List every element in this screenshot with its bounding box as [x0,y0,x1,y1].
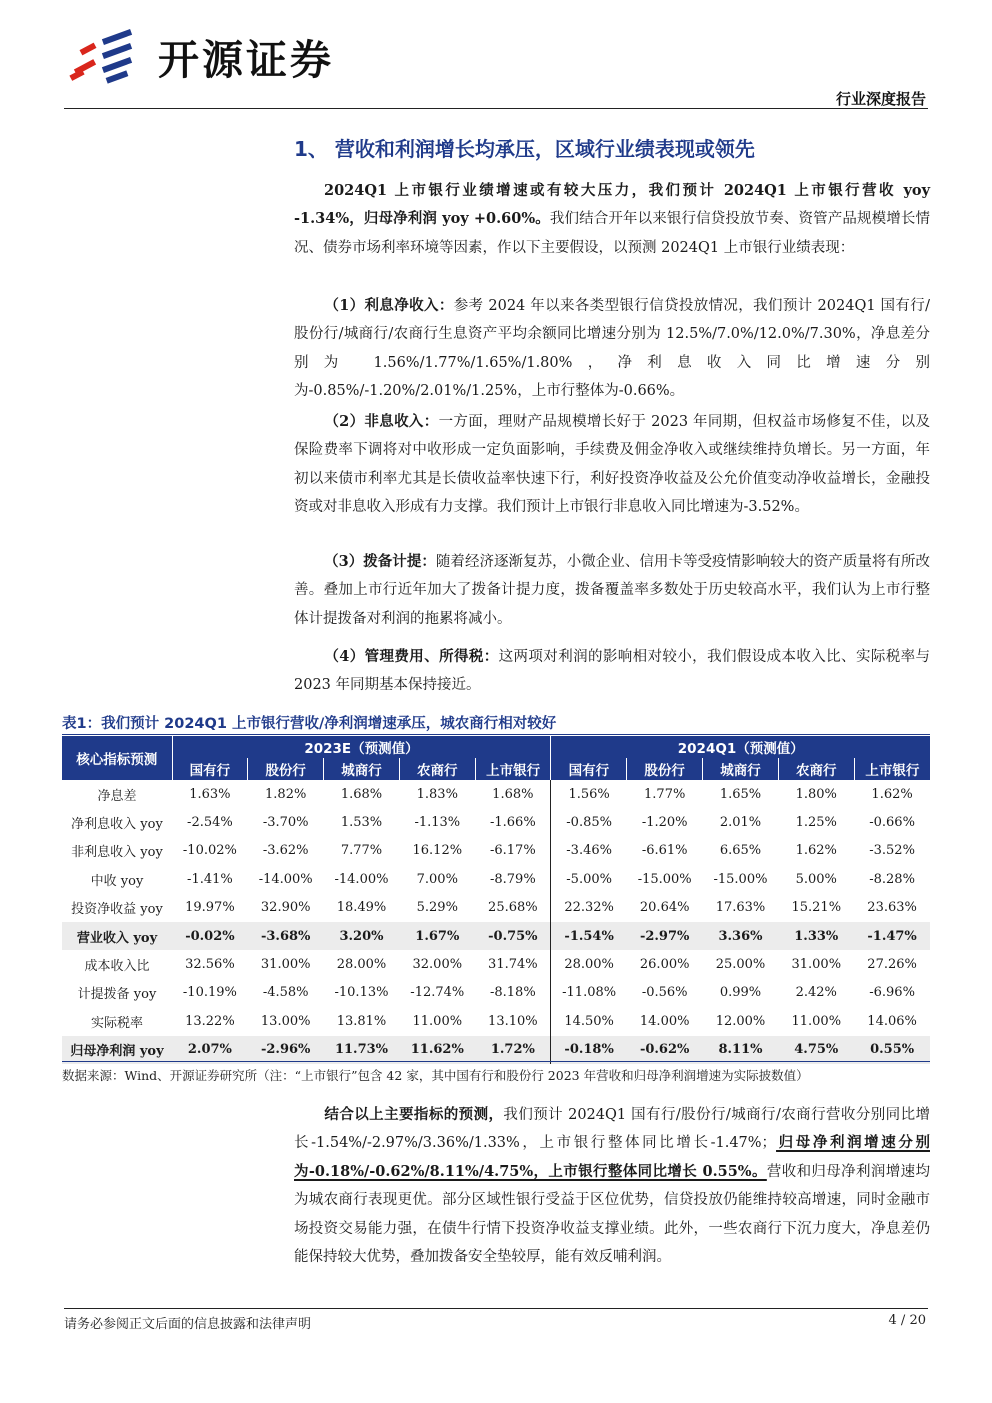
table-row [62,865,930,893]
table-cell: 3.20% [324,922,400,950]
conclusion-bold-1: 结合以上主要指标的预测， [324,1106,504,1123]
table-cell: -10.02% [182,843,237,859]
table-cell: -10.13% [334,985,389,1001]
logo-mark-icon [66,26,150,86]
table-cell: 1.68% [475,780,551,808]
table-cell: -0.62% [627,1036,703,1064]
table-cell: -14.00% [334,871,389,887]
table-cell: -2.97% [627,922,703,950]
table-cell: 13.22% [185,1013,235,1029]
assumption-3 [294,548,930,633]
table-cell: 1.83% [416,786,458,802]
table-cell: -10.19% [182,985,237,1001]
table-row [62,950,930,978]
column-header: 农商行 [399,758,475,780]
table-cell: -3.70% [262,815,309,831]
table-cell: -6.17% [475,837,551,865]
table-cell: 5.29% [416,900,458,916]
footer-divider [64,1308,928,1309]
table-cell: -6.61% [641,843,688,859]
table-cell: 0.99% [719,985,762,1001]
table-cell: 1.62% [871,786,913,802]
group-header-2023e: 2023E（预测值） [172,736,551,758]
table-cell: 2.01% [719,815,762,831]
table-cell: 1.56% [568,786,610,802]
table-cell: 6.65% [719,843,762,859]
table-cell: 14.00% [639,1013,690,1029]
table-cell: 31.00% [260,957,311,973]
table-cell: -3.52% [869,843,915,859]
section-title: 1、 营收和利润增长均承压，区域行业绩表现或领先 [294,137,755,161]
table-cell: 1.82% [265,786,307,802]
table-cell: 32.90% [260,900,311,916]
table-cell: 15.21% [791,900,842,916]
table-cell: 26.00% [639,957,690,973]
table-cell: -3.68% [248,922,324,950]
intro-bold: 2024Q1 上市银行业绩增速或有较大压力，我们预计 2024Q1 上市银行营收 yoy -1.34%，归母净利润 yoy +0.60%。 [294,182,930,228]
column-header: 上市银行 [854,758,930,780]
table-cell: 23.63% [867,900,917,916]
table-cell: 1.25% [795,815,837,831]
table-cell: 13.81% [336,1013,387,1029]
table-cell: 14.50% [564,1013,614,1029]
table-cell: 18.49% [336,900,387,916]
assumption-text: 参考 2024 年以来各类型银行信贷投放情况，我们预计 2024Q1 国有行/股份行/城商行/农商行生息资产平均余额同比增速分别为 12.5%/7.0%/12.0%/7.30%，净息差分别为 1.56%/1.77%/1.65%/1.80%，净利息收入同比增速分别为-0.85%/-1.20%/2.01%/1.25%，上市行整体为-0.66%。 [294,298,930,400]
header-divider [64,108,928,109]
table-cell: -4.58% [262,985,309,1001]
row-label: 计提拨备 yoy [77,987,157,1003]
table-row [62,894,930,922]
column-header: 股份行 [248,758,324,780]
conclusion-bold-2: 归母净利润增速分别为-0.18%/-0.62%/8.11%/4.75%，上市银行整体同比增长 0.55%。 [294,1134,930,1180]
table-cell: 1.72% [475,1036,551,1064]
table-cell: -2.54% [187,815,233,831]
page-number: 4 / 20 [888,1313,926,1328]
table-cell: -3.46% [566,843,612,859]
assumption-2 [294,408,930,522]
table-cell: -1.47% [854,922,930,950]
row-label: 非利息收入 yoy [71,845,163,861]
row-label: 营业收入 yoy [62,922,172,950]
table-cell: 32.56% [185,957,235,973]
table-cell: 19.97% [185,900,235,916]
table-cell: 2.07% [172,1036,248,1064]
intro-paragraph [294,177,930,262]
column-header: 上市银行 [475,758,551,780]
column-header: 股份行 [627,758,703,780]
table-cell: 25.00% [715,957,766,973]
company-name: 开源证券 [158,35,334,84]
table-cell: 3.36% [703,922,779,950]
table-title: 表1：我们预计 2024Q1 上市银行营收/净利润增速承压，城农商行相对较好 [62,716,557,732]
forecast-table [62,736,930,1064]
table-cell: -15.00% [713,871,768,887]
table-cell: 12.00% [715,1013,766,1029]
table-cell: -0.18% [551,1036,627,1064]
table-cell: 2.42% [795,985,837,1001]
table-cell: 31.74% [475,950,551,978]
table-cell: -8.28% [869,871,915,887]
table-cell: -1.20% [641,815,688,831]
table-row [62,922,930,950]
table-cell: -1.41% [187,871,233,887]
table-cell: 8.11% [703,1036,779,1064]
table-cell: 1.62% [795,843,837,859]
table-cell: 5.00% [795,871,837,887]
table-row [62,979,930,1007]
column-header-row [62,758,930,780]
table-cell: -3.62% [262,843,309,859]
table-cell: -0.85% [566,815,612,831]
table-cell: 27.26% [867,957,917,973]
table-cell: 7.00% [416,871,458,887]
table-cell: 7.77% [340,843,383,859]
report-type: 行业深度报告 [835,90,926,108]
table-cell: 13.00% [260,1013,311,1029]
column-header: 国有行 [172,758,248,780]
company-logo [66,26,334,86]
assumption-text: 随着经济逐渐复苏，小微企业、信用卡等受疫情影响较大的资产质量将有所改善。叠加上市行近年加大了拨备计提力度，拨备覆盖率多数处于历史较高水平，我们认为上市行整体计提拨备对利润的拖累将减小。 [294,554,930,627]
row-label: 成本收入比 [84,959,150,975]
table-cell: -0.75% [475,922,551,950]
table-cell: 25.68% [475,894,551,922]
table-cell: 1.65% [719,786,762,802]
table-cell: 14.06% [867,1013,917,1029]
row-label: 净息差 [97,788,137,804]
table-cell: -14.00% [258,871,313,887]
row-label: 归母净利润 yoy [62,1036,172,1064]
table-cell: 11.00% [791,1013,842,1029]
table-cell: 13.10% [475,1007,551,1035]
conclusion-text-2: 营收和归母净利润增速均为城农商行表现更优。部分区域性银行受益于区位优势，信贷投放仍能维持较高增速，同时金融市场投资交易能力强，在债牛行情下投资净收益支撑业绩。此外，一些农商行下沉力度大，净息差仍能保持较大优势，叠加拨备安全垫较厚，能有效反哺利润。 [294,1163,931,1266]
table-cell: -0.56% [641,985,688,1001]
table-cell: 22.32% [564,900,614,916]
table-cell: 1.33% [778,922,854,950]
column-header: 国有行 [551,758,627,780]
table-cell: -6.96% [869,985,915,1001]
assumption-1 [294,292,930,406]
table-cell: 17.63% [715,900,766,916]
table-cell: 11.62% [399,1036,475,1064]
intro-text: 我们结合开年以来银行信贷投放节奏、资管产品规模增长情况、债券市场利率环境等因素，作以下主要假设，以预测 2024Q1 上市银行业绩表现： [294,211,930,256]
assumption-text: 这两项对利润的影响相对较小，我们假设成本收入比、实际税率与 2023 年同期基本保持接近。 [294,649,931,694]
table-cell: -12.74% [410,985,465,1001]
table-cell: 1.67% [399,922,475,950]
conclusion-text-1: 我们预计 2024Q1 国有行/股份行/城商行/农商行营收分别同比增长-1.54%/-2.97%/3.36%/1.33%，上市银行整体同比增长-1.47%； [294,1107,931,1152]
table-row [62,1036,930,1064]
table-source-note: 数据来源：Wind、开源证券研究所（注：“上市银行”包含 42 家，其中国有行和股份行 2023 年营收和归母净利润增速为实际披数值） [62,1068,809,1083]
assumption-label: （2）非息收入： [324,413,439,430]
table-corner-header: 核心指标预测 [62,736,172,780]
table-cell: 1.63% [189,786,231,802]
table-cell: 16.12% [412,843,463,859]
footer-disclaimer: 请务必参阅正文后面的信息披露和法律声明 [64,1317,312,1332]
row-label: 投资净收益 yoy [71,902,163,918]
table-cell: 11.73% [324,1036,400,1064]
table-cell: -11.08% [562,985,617,1001]
table-row [62,808,930,836]
table-cell: 1.77% [644,786,686,802]
table-cell: -1.54% [551,922,627,950]
table-cell: -0.66% [869,815,915,831]
row-label: 净利息收入 yoy [71,817,163,833]
column-header: 农商行 [778,758,854,780]
table-row [62,780,930,808]
table-cell: 1.53% [340,815,383,831]
conclusion-paragraph [294,1101,930,1271]
row-label: 实际税率 [90,1015,143,1031]
table-cell: -1.66% [475,808,551,836]
column-header: 城商行 [703,758,779,780]
table-cell: 20.64% [639,900,690,916]
group-header-2024q1: 2024Q1（预测值） [551,736,930,758]
assumption-label: （4）管理费用、所得税： [324,648,499,665]
column-header: 城商行 [324,758,400,780]
assumption-label: （3）拨备计提： [324,553,436,570]
assumption-label: （1）利息净收入： [324,297,454,314]
table-cell: -2.96% [248,1036,324,1064]
table-cell: 32.00% [412,957,463,973]
table-cell: 0.55% [854,1036,930,1064]
table-cell: 28.00% [336,957,387,973]
table-cell: 31.00% [791,957,842,973]
table-cell: -5.00% [566,871,612,887]
assumption-text: 一方面，理财产品规模增长好于 2023 年同期，但权益市场修复不佳，以及保险费率下调将对中收形成一定负面影响，手续费及佣金净收入或继续维持负增长。另一方面，年初以来债市利率尤其是长债收益率快速下行，利好投资净收益及公允价值变动净收益增长，金融投资或对非息收入形成有力支撑。我们预计上市银行非息收入同比增速为-3.52%。 [294,414,930,516]
table-cell: 28.00% [564,957,614,973]
table-cell: 4.75% [778,1036,854,1064]
table-cell: 11.00% [412,1013,463,1029]
table-cell: 1.80% [795,786,837,802]
table-cell: -0.02% [172,922,248,950]
assumption-4 [294,643,930,700]
table-cell: -8.18% [475,979,551,1007]
table-cell: -8.79% [475,865,551,893]
table-top-rule [62,734,930,735]
table-row [62,1007,930,1035]
table-bottom-rule [62,1061,930,1062]
table-cell: 1.68% [340,786,383,802]
table-cell: -15.00% [637,871,692,887]
table-body [62,780,930,1064]
table-row [62,837,930,865]
row-label: 中收 yoy [90,873,144,889]
table-cell: -1.13% [414,815,461,831]
